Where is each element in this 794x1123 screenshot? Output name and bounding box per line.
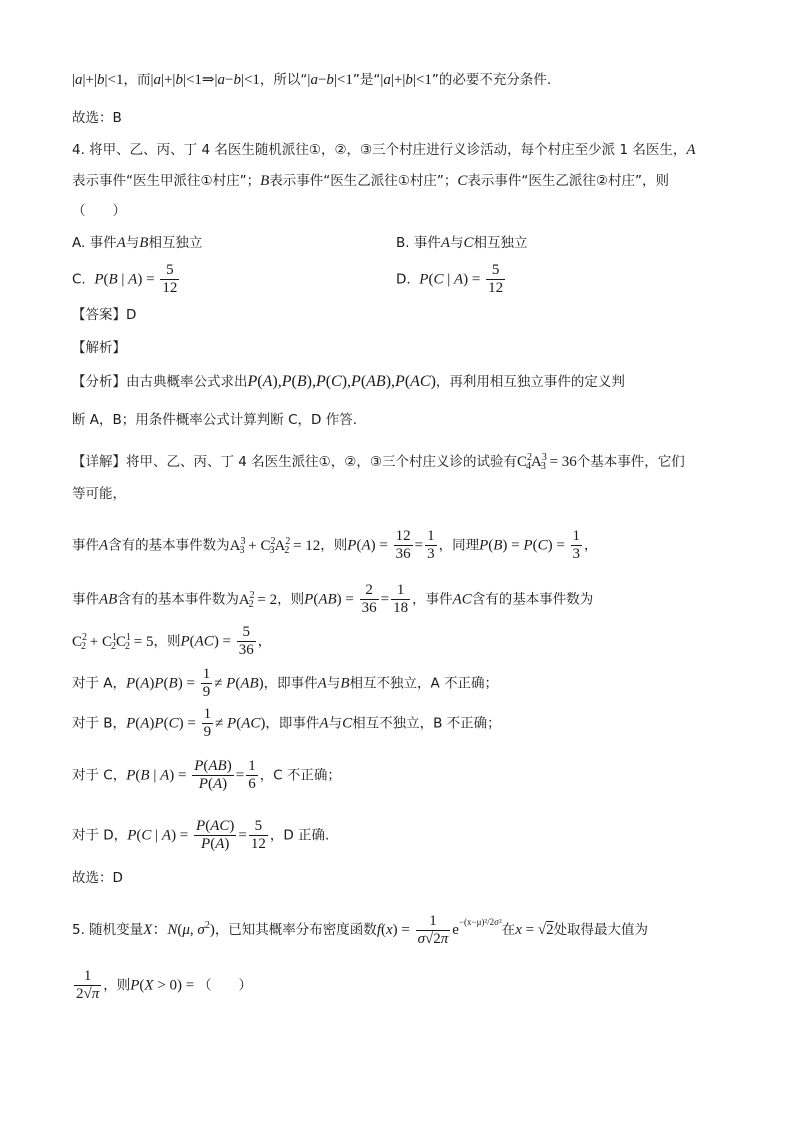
q4-paren: （ ） <box>72 203 126 219</box>
formula-abs-sum-2: |a|+|b|<1 <box>380 72 432 88</box>
q4-stem-line1: 4. 将甲、乙、丙、丁 4 名医生随机派往①，②，③三个村庄进行义诊活动，每个村庄至少派 1 名医生，A <box>72 142 696 158</box>
answer-label: 【答案】D <box>72 307 137 323</box>
check-d-line: 对于 D，P(C | A) = $\frac{P(AC)}{P(A)}$ = $\frac{5}{12}$ ，D 正确. <box>72 818 330 852</box>
fenxi-line1: 【分析】由古典概率公式求出P(A),P(B),P(C),P(AB),P(AC)，再利用相互独立事件的定义判 <box>72 373 625 390</box>
check-b-line: 对于 B，P(A)P(C) = $\frac{1}{9}$ ≠ P(AC)，即事件A与C相互不独立，B 不正确； <box>72 706 501 740</box>
event-ab-line: 事件AB含有的基本事件数为$A^2_2 = 2$，则P(AB) = $\frac{2}{36}$ = $\frac{1}{18}$ ，事件AC含有的基本事件数为 <box>72 582 594 616</box>
text: ”的必要不充分条件. <box>431 72 552 88</box>
analysis-label: 【解析】 <box>72 340 126 356</box>
fenxi-line2: 断 A，B；用条件概率公式计算判断 C，D 作答. <box>72 412 357 428</box>
q5-stem-line2: $\frac{1}{2√\pi}$ ，则P(X > 0) = （ ） <box>76 968 253 1002</box>
q5-stem-line1: 5. 随机变量X：N(μ, $\sigma^2$)，已知其概率分布密度函数f(x) = $\frac{1}{\sigma√2\pi}$ $e^{-(x-\mu)^2/2\sigma^2}$在x = √2处取得最大值为 <box>72 912 649 947</box>
xiangjie-line1: 【详解】将甲、乙、丙、丁 4 名医生派往①，②，③三个村庄义诊的试验有$C^2_4A^3_3 = 36$个基本事件，它们 <box>72 452 685 472</box>
q4-option-d: D. P(C | A) = $\frac{5}{12}$ <box>396 262 504 296</box>
fraction: $\frac{5}{12}$ <box>162 262 178 296</box>
formula-abs-diff: |a−b|<1 <box>307 72 353 88</box>
text: ”是“ <box>352 72 381 88</box>
q4-option-a: A. 事件A与B相互独立 <box>72 235 203 251</box>
xiangjie-line2: 等可能， <box>72 486 126 502</box>
prev-answer: 故选：B <box>72 110 122 126</box>
formula-abs-sum: |a|+|b|<1 <box>72 72 124 88</box>
event-ac-line: $C^2_2 + C^1_2C^1_2 = 5$，则P(AC) = $\frac{5}{36}$ ， <box>72 624 272 658</box>
text: ，而 <box>123 72 151 88</box>
q4-option-b: B. 事件A与C相互独立 <box>396 235 528 251</box>
q4-stem-line2: 表示事件“医生甲派往①村庄”；B表示事件“医生乙派往①村庄”；C表示事件“医生乙派往②村庄”，则 <box>72 173 669 189</box>
event-a-line: 事件A含有的基本事件数为$A^3_3 + C^2_3A^2_2 = 12$，则P(A) = $\frac{12}{36}$ = $\frac{1}{3}$ ，同理P(B) = P(C) = $\frac{1}{3}$ ， <box>72 528 598 562</box>
check-c-line: 对于 C，P(B | A) = $\frac{P(AB)}{P(A)}$ = $\frac{1}{6}$ ，C 不正确； <box>72 758 341 792</box>
fraction: $\frac{5}{12}$ <box>488 262 504 296</box>
prev-solution-line <box>72 70 551 90</box>
q4-final-answer: 故选：D <box>72 870 123 886</box>
text: ，所以“ <box>259 72 308 88</box>
formula-implication: |a|+|b|<1⇒|a−b|<1 <box>150 72 260 88</box>
q4-option-c: C. P(B | A) = $\frac{5}{12}$ <box>72 262 178 296</box>
check-a-line: 对于 A，P(A)P(B) = $\frac{1}{9}$ ≠ P(AB)，即事件A与B相互不独立，A 不正确； <box>72 666 499 700</box>
